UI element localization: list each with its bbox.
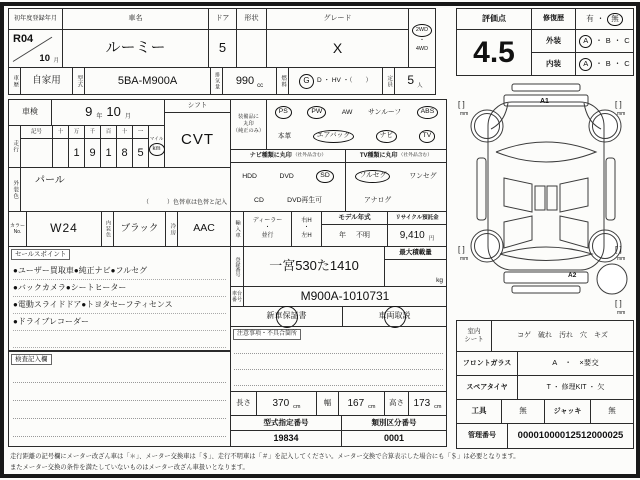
mileage-digit-header: 万 <box>68 125 85 139</box>
ruled-line <box>234 353 443 354</box>
navi-sd-circled: SD <box>316 170 333 183</box>
mm-label: mm <box>460 256 469 262</box>
exterior-grade-label: 外装 <box>531 29 576 53</box>
interior-grade-value: A ・ B ・ C <box>575 52 634 76</box>
score-value: 4.5 <box>456 29 532 76</box>
max-load-unit: kg <box>436 276 443 284</box>
registration-value: 一宮530た1410 <box>243 246 385 287</box>
displacement-cell <box>222 67 277 95</box>
inspection-entry-label: 検査記入欄 <box>11 354 52 365</box>
score-label: 評価点 <box>456 8 532 30</box>
equip-ps-circled: PS <box>275 106 292 119</box>
sales-point-line: ●ユーザー買取車●純正ナビ●フルセグ <box>13 263 226 280</box>
car-damage-diagram <box>458 82 634 318</box>
mileage-unit-mile: マイル <box>149 136 164 142</box>
warranty-book-cell <box>230 306 343 327</box>
capacity-label: 定員 <box>386 74 393 88</box>
footer-note-line1: 走行距離の記号欄にメーター改ざん車は「＊」、メーター交換車は「＄」、走行不明車は「＃」を記入してください。メーター交換で合算表示した場合にも「＄」は必要となります。 <box>10 453 520 460</box>
footer-notes <box>10 452 632 473</box>
exterior-color-value: パール <box>35 175 65 186</box>
type-designation-value: 19834 <box>230 430 342 447</box>
first-reg-month: 10 <box>39 52 50 64</box>
mileage-digit-header: 千 <box>84 125 101 139</box>
windshield <box>496 142 596 162</box>
measure-bracket: [ ] <box>458 100 465 109</box>
fuel-cell <box>288 67 383 95</box>
import-handle-cell: 右H ・ 左H <box>291 211 322 247</box>
sales-point-line: ●バックカメラ●シートヒーター <box>13 280 226 297</box>
recycle-value: 9,410 <box>399 230 425 241</box>
ruled-line <box>234 369 443 370</box>
repair-none-circled: 無 <box>607 13 623 26</box>
management-number-value: 00001000012512000025 <box>507 423 634 449</box>
first-registration-value <box>8 29 63 68</box>
model-year-value: 年 不明 <box>321 224 388 247</box>
repair-history-label: 修復歴 <box>531 8 576 30</box>
repair-history-value: 有 ・ 無 <box>575 8 634 30</box>
footer-note-line2: またメーター交換の条件を満たしていないものはメーター改ざん車扱いとなります。 <box>10 463 249 471</box>
recycle-unit: 円 <box>428 236 435 243</box>
registration-label: 登録番号 <box>234 256 241 277</box>
mileage-symbol-header: 記号 <box>20 125 53 139</box>
chassis-label: 車台 番号 <box>230 286 244 307</box>
tools-label: 工具 <box>456 399 502 424</box>
shaken-value <box>51 99 165 126</box>
chassis-value: M900A-1010731 <box>243 286 447 307</box>
mm-label: mm <box>617 111 626 117</box>
capacity-unit: 人 <box>417 82 423 89</box>
model-year-label: モデル年式 <box>321 211 388 225</box>
classification-label: 類別区分番号 <box>341 415 447 431</box>
fuel-other-options: D ・ HV ・（ ） <box>317 77 372 85</box>
ruled-line <box>13 400 226 401</box>
displacement-label: 排気量 <box>214 72 220 90</box>
mileage-unit-km-circled: km <box>149 143 165 156</box>
max-load-label: 最大積載量 <box>384 246 447 260</box>
shaken-month-suffix: 月 <box>124 113 131 120</box>
interior-grade-label: 内装 <box>531 52 576 76</box>
drive-separator: ・ <box>418 38 425 45</box>
exterior-grade-value: A ・ B ・ C <box>575 29 634 53</box>
console-left <box>535 186 545 210</box>
equipment-items <box>266 99 447 150</box>
navi-dvd: DVD <box>279 172 294 180</box>
navi-type-items <box>230 162 346 212</box>
color-change-note: （ ）色替車は色替と記入 <box>142 200 227 207</box>
mm-label: mm <box>460 111 469 117</box>
measure-bracket: [ ] <box>458 245 465 254</box>
navi-hdd: HDD <box>242 172 257 180</box>
history-label: 車歴 <box>12 74 19 88</box>
windshield-label: フロントガラス <box>456 351 518 376</box>
mileage-digit: 1 <box>100 138 117 168</box>
classification-value: 0001 <box>341 430 447 447</box>
ruled-line <box>13 436 226 437</box>
capacity-cell <box>394 67 436 95</box>
equip-airbag-circled: エアバック <box>313 130 354 143</box>
ac-value: AAC <box>177 211 231 247</box>
first-reg-era: R04 <box>13 33 34 45</box>
length-value: 370 cm <box>256 391 317 416</box>
grade-value: X <box>266 29 409 68</box>
tools-value: 無 <box>501 399 545 424</box>
ruled-line <box>13 382 226 383</box>
import-label: 輸入車 <box>234 219 241 239</box>
shaken-year-suffix: 年 <box>96 113 103 120</box>
wheel-rear-left <box>471 230 503 262</box>
displacement-value: 990 <box>235 74 255 87</box>
model-code-label: 型式 <box>76 74 83 88</box>
ruled-line <box>13 418 226 419</box>
sales-points-area <box>8 246 231 351</box>
door-count: 5 <box>208 29 237 68</box>
tv-analog: アナログ <box>364 196 392 204</box>
tv-fullseg-circled: フルセグ <box>355 170 390 183</box>
exterior-color-label: 外装色 <box>12 179 19 200</box>
mileage-digit-header: 十 <box>52 125 69 139</box>
measure-bracket: [ ] <box>615 100 622 109</box>
seat-condition-label: 室内 シート <box>456 320 492 352</box>
equip-pw-circled: PW <box>307 106 326 119</box>
section-a1-label: A1 <box>540 98 549 105</box>
jack-label: ジャッキ <box>544 399 591 424</box>
tv-oneseg: ワンセグ <box>409 172 437 180</box>
mileage-digit: 1 <box>68 138 85 168</box>
fuel-label: 燃料 <box>280 74 287 88</box>
sales-points-label: セールスポイント <box>11 249 70 260</box>
drive-type-cell <box>408 8 436 68</box>
front-trim-bar <box>512 84 580 91</box>
spare-tire-label: スペアタイヤ <box>456 375 518 400</box>
recycle-label: リサイクル預託金 <box>387 211 447 225</box>
shape-label: 形状 <box>236 8 267 30</box>
equipment-label: 装備品に 丸印 （純正のみ） <box>230 99 267 150</box>
jack-value: 無 <box>590 399 634 424</box>
management-number-label: 管理番号 <box>456 423 508 449</box>
mm-label: mm <box>617 256 626 262</box>
shaken-label: 車検 <box>8 99 52 126</box>
sales-point-line: ●電動スライドドア●トヨタセーフティセンス <box>13 297 226 314</box>
mileage-digit: 8 <box>116 138 133 168</box>
owner-manual-cell <box>342 306 447 327</box>
interior-color-value: ブラック <box>113 211 166 247</box>
left-sill <box>477 158 486 220</box>
shift-label: シフト <box>164 99 231 113</box>
fuel-selected-circled: G <box>299 74 314 89</box>
equip-leather: 本革 <box>277 133 292 141</box>
mileage-digit: 9 <box>84 138 101 168</box>
type-designation-label: 型式指定番号 <box>230 415 342 431</box>
mileage-digit-header: 十 <box>116 125 133 139</box>
front-seat-left <box>504 178 532 212</box>
width-label: 幅 <box>316 391 339 416</box>
door-label: ドア <box>208 8 237 30</box>
rear-seat-right <box>560 216 588 248</box>
first-registration-label: 初年度登録年月 <box>8 8 63 30</box>
manual-circle-mark <box>384 306 406 328</box>
navi-type-header: ナビ種類に丸印 （社外品含む） <box>230 149 346 163</box>
ruled-line <box>13 331 226 348</box>
equip-sunroof: サンルーフ <box>367 108 402 116</box>
interior-color-label: 内装色 <box>105 220 111 238</box>
rear-window <box>500 247 592 261</box>
mileage-label: 走行 <box>12 140 19 153</box>
notes-area <box>230 326 447 392</box>
ruled-line <box>234 385 443 386</box>
length-label: 長さ <box>230 391 257 416</box>
warranty-book-label: 新車保証書 <box>266 311 307 321</box>
section-a2-label: A2 <box>568 272 577 279</box>
equip-aw: AW <box>341 108 353 116</box>
recycle-value-cell <box>387 224 447 247</box>
shaken-year: 9 <box>85 104 93 120</box>
height-value: 173 cm <box>408 391 447 416</box>
shift-value: CVT <box>164 112 231 168</box>
exterior-color-cell <box>20 167 231 212</box>
interior-grade-a-circled: A <box>579 58 592 71</box>
tv-type-header: TV種類に丸印 （社外品含む） <box>345 149 447 163</box>
equip-abs-circled: ABS <box>417 106 439 119</box>
measure-bracket: [ ] <box>615 299 622 308</box>
import-dealer-cell: ディーラー ・ 並行 <box>243 211 292 247</box>
history-value: 自家用 <box>20 67 73 95</box>
inspection-entry-area <box>8 350 231 447</box>
color-no-value: W24 <box>26 211 102 247</box>
equip-navi-circled: ナビ <box>376 130 398 143</box>
color-no-label: カラー No. <box>8 211 27 247</box>
capacity-value: 5 <box>407 73 415 88</box>
spare-tire-options: T ・ 修理KIT ・ 欠 <box>517 375 634 400</box>
seat-condition-options: コゲ 破れ 汚れ 穴 キズ <box>491 320 634 352</box>
height-label: 高さ <box>384 391 409 416</box>
mileage-digit-header: 百 <box>100 125 117 139</box>
ac-label: 冷房 <box>169 222 176 236</box>
month-suffix: 月 <box>53 57 59 64</box>
windshield-options: A ・ ×要交 <box>517 351 634 376</box>
navi-cd: CD <box>254 196 264 204</box>
measure-bracket: [ ] <box>615 245 622 254</box>
mileage-symbol-value <box>20 138 53 168</box>
grade-label: グレード <box>266 8 409 30</box>
shaken-month: 10 <box>106 104 121 120</box>
spare-tire-circle <box>597 264 627 294</box>
car-name-value: ルーミー <box>62 29 209 68</box>
navi-dvd-play: DVD再生可 <box>287 196 322 204</box>
rear-seat-left <box>504 216 532 248</box>
front-seat-right <box>560 178 588 212</box>
mileage-unit-cell <box>148 125 165 168</box>
tv-type-items <box>345 162 447 212</box>
mm-label: mm <box>617 310 626 316</box>
model-code-value: 5BA-M900A <box>84 67 211 95</box>
right-sill <box>606 158 615 220</box>
mileage-digit: 5 <box>132 138 149 168</box>
mileage-digit <box>52 138 69 168</box>
car-body-outline <box>488 102 604 270</box>
width-value: 167 cm <box>338 391 385 416</box>
drive-4wd: 4WD <box>415 45 429 52</box>
drive-2wd-circled: 2WD <box>412 24 432 37</box>
exterior-grade-a-circled: A <box>579 35 592 48</box>
equip-tv-circled: TV <box>419 130 436 143</box>
displacement-unit: cc <box>257 82 264 89</box>
wheel-front-left <box>471 110 503 142</box>
shape-value <box>236 29 267 68</box>
owner-manual-label: 車両取説 <box>378 311 411 321</box>
rear-trim-bar <box>512 286 580 293</box>
console-right <box>547 186 557 210</box>
sales-point-line: ●ドライブレコーダー <box>13 314 226 331</box>
car-name-label: 車名 <box>62 8 209 30</box>
max-load-value <box>384 259 447 287</box>
notes-label: 注意事項・不具合箇所 <box>233 329 301 340</box>
mileage-digit-header: 一 <box>132 125 149 139</box>
warranty-circle-mark <box>276 306 298 328</box>
